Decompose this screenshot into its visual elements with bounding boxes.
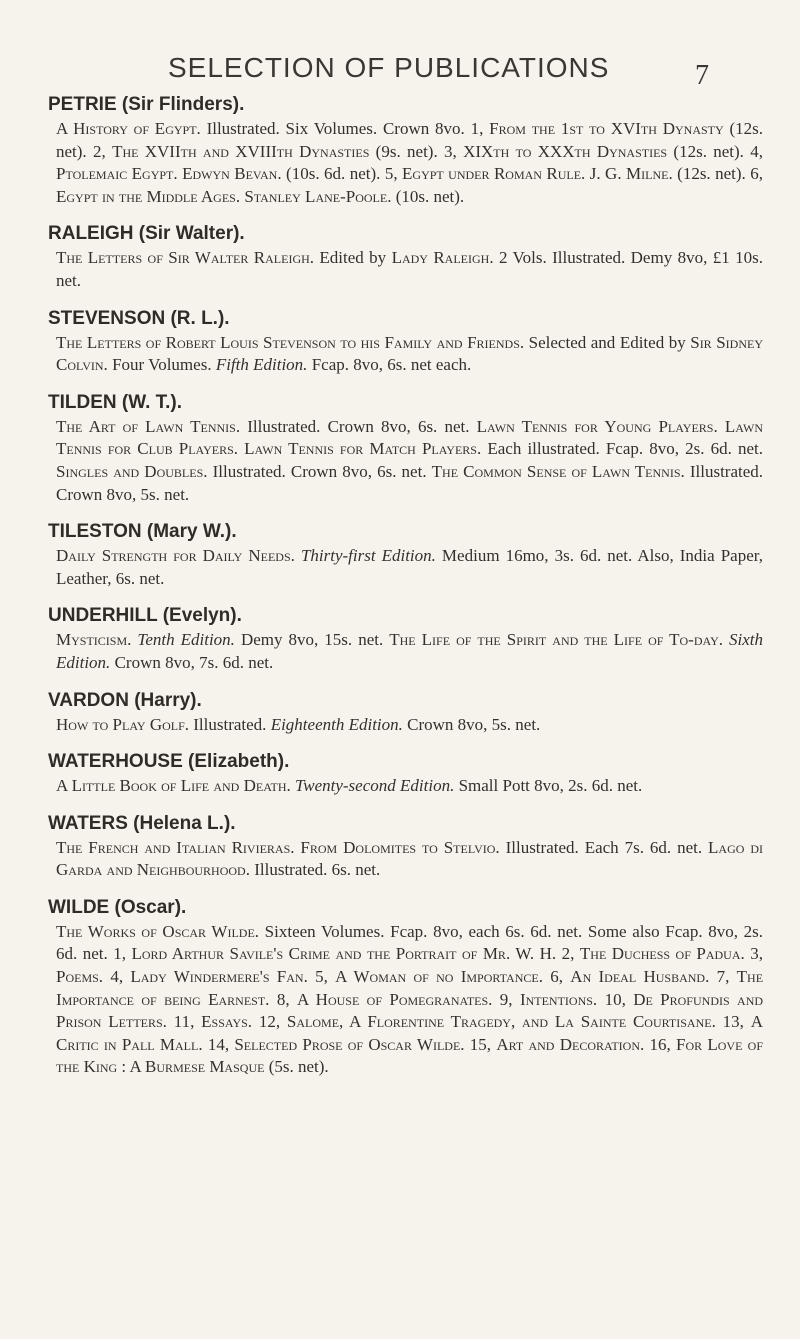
- author-heading: RALEIGH (Sir Walter).: [48, 223, 245, 245]
- text-run: 4,: [103, 967, 131, 987]
- volume-title: Ptolemaic Egypt. Edwyn Bevan.: [56, 164, 282, 184]
- author-heading: VARDON (Harry).: [48, 689, 202, 711]
- book-title: A History of Egypt.: [56, 119, 201, 138]
- volume-title: A Critic in Pall Mall.: [56, 1012, 763, 1054]
- text-run: Illustrated. Crown 8vo, 6s. net.: [240, 416, 477, 436]
- author-heading: TILESTON (Mary W.).: [48, 521, 237, 543]
- entry-description: [56, 629, 763, 674]
- entry-description: [56, 775, 763, 798]
- volume-title: Egypt under Roman Rule. J. G. Milne.: [402, 164, 673, 184]
- volume-title: A House of Pomegranates.: [296, 989, 493, 1009]
- book-title: The Letters of Sir Walter Raleigh.: [56, 248, 315, 268]
- volume-title: The Duchess of Padua.: [579, 944, 745, 964]
- edition-note: Tenth Edition.: [137, 630, 235, 650]
- entry-description: [56, 416, 763, 506]
- text-run: (9s. net). 3,: [369, 141, 464, 161]
- text-run: Demy 8vo, 15s. net.: [234, 630, 390, 650]
- text-run: Crown 8vo, 7s. 6d. net.: [110, 652, 274, 672]
- text-run: Fcap. 8vo, 6s. net each.: [307, 355, 472, 375]
- header-title: SELECTION OF PUBLICATIONS: [168, 52, 610, 83]
- text-run: (10s. 6d. net). 5,: [281, 164, 403, 184]
- volume-title: Poems.: [56, 967, 104, 987]
- entry-stevenson: [48, 306, 763, 377]
- book-title: The Works of Oscar Wilde.: [56, 921, 260, 941]
- book-title: The Life of the Spirit and the Life of To-day.: [389, 630, 723, 650]
- book-title: The Art of Lawn Tennis.: [56, 416, 241, 436]
- entry-vardon: [48, 688, 763, 737]
- text-run: Illustrated. Crown 8vo, 6s. net.: [207, 461, 432, 481]
- author-heading: WATERS (Helena L.).: [48, 812, 236, 834]
- entry-description: [56, 921, 763, 1079]
- text-run: 9,: [492, 989, 520, 1009]
- volume-title: The XVIIth and XVIIIth Dynasties: [112, 141, 370, 161]
- text-run: Each illustrated. Fcap. 8vo, 2s. 6d. net.: [481, 439, 763, 459]
- text-run: 6,: [542, 967, 571, 987]
- text-run: Crown 8vo, 5s. net.: [402, 714, 541, 734]
- volume-title: Lady Windermere's Fan.: [130, 967, 308, 987]
- text-run: Selected and Edited by: [524, 332, 691, 352]
- edition-note: Eighteenth Edition.: [270, 714, 403, 734]
- entry-tilden: [48, 390, 763, 506]
- volume-title: De Profundis and Prison Letters.: [56, 989, 764, 1032]
- text-run: Sixteen Volumes. Fcap. 8vo, each 6s. 6d. net. Some also Fcap. 8vo, 2s. 6d. net. 1,: [56, 921, 764, 964]
- text-run: 7,: [709, 967, 737, 987]
- edition-note: Twenty-second Edition.: [295, 776, 455, 796]
- running-header: [0, 52, 800, 92]
- volume-title: Selected Prose of Oscar Wilde.: [234, 1034, 465, 1054]
- book-title: Mysticism.: [56, 630, 132, 650]
- text-run: 8,: [269, 989, 297, 1009]
- book-title: The Common Sense of Lawn Tennis.: [431, 461, 685, 481]
- edition-note: Sixth Edition.: [56, 630, 764, 672]
- entry-tileston: [48, 519, 763, 590]
- text-run: 3,: [744, 944, 764, 964]
- entry-description: [56, 118, 763, 208]
- entry-description: [56, 545, 763, 590]
- text-run: Edited by: [314, 248, 392, 268]
- text-run: 13,: [715, 1012, 751, 1032]
- author-heading: WILDE (Oscar).: [48, 896, 187, 918]
- text-run: 16,: [644, 1034, 676, 1054]
- volume-title: A Woman of no Importance.: [335, 967, 543, 987]
- entry-waterhouse: [48, 749, 763, 798]
- text-run: Four Volumes.: [107, 355, 216, 375]
- publication-list: [48, 92, 763, 1092]
- text-run: Medium 16mo, 3s. 6d. net. Also, India Paper, Leather, 6s. net.: [56, 546, 763, 588]
- book-title: A Little Book of Life and Death.: [56, 776, 291, 796]
- book-title: Daily Strength for Daily Needs.: [56, 546, 295, 566]
- text-run: 2,: [556, 944, 580, 964]
- text-run: 15,: [464, 1034, 497, 1054]
- book-title: Lawn Tennis for Young Players. Lawn Tennis for Club Players. Lawn Tennis for Match Players.: [56, 416, 763, 459]
- volume-title: Essays.: [201, 1012, 253, 1032]
- text-run: 2 Vols. Illustrated. Demy 8vo, £1 10s. net.: [56, 248, 763, 290]
- text-run: 11,: [166, 1012, 202, 1032]
- page-number: 7: [695, 60, 709, 91]
- edition-note: Thirty-first Edition.: [300, 546, 436, 566]
- text-run: Illustrated. 6s. net.: [249, 860, 381, 880]
- editor-name: Lady Raleigh.: [391, 248, 494, 268]
- author-heading: WATERHOUSE (Elizabeth).: [48, 751, 290, 773]
- entry-description: [56, 247, 763, 292]
- book-title: Singles and Doubles.: [56, 461, 208, 481]
- text-run: (12s. net). 2,: [56, 119, 763, 161]
- text-run: (12s. net). 6,: [672, 164, 763, 184]
- author-heading: STEVENSON (R. L.).: [48, 307, 230, 329]
- text-run: Illustrated. Six Volumes. Crown 8vo. 1,: [200, 119, 490, 138]
- volume-title: Egypt in the Middle Ages. Stanley Lane-Poole.: [56, 186, 392, 206]
- edition-note: Fifth Edition.: [215, 355, 308, 375]
- book-title: The French and Italian Rivieras. From Dolomites to Stelvio.: [56, 837, 500, 857]
- volume-title: Salome, A Florentine Tragedy, and La Sainte Courtisane.: [286, 1012, 716, 1032]
- entry-waters: [48, 811, 763, 882]
- text-run: Illustrated. Crown 8vo, 5s. net.: [56, 461, 764, 504]
- text-run: (5s. net).: [264, 1057, 329, 1077]
- text-run: Small Pott 8vo, 2s. 6d. net.: [454, 776, 643, 796]
- entry-description: [56, 714, 763, 737]
- editor-name: Sir Sidney Colvin.: [56, 332, 763, 375]
- text-run: 10,: [597, 989, 634, 1009]
- book-title: Lago di Garda and Neighbourhood.: [56, 837, 764, 880]
- entry-petrie: [48, 92, 763, 208]
- volume-title: For Love of the King : A Burmese Masque: [56, 1034, 764, 1077]
- text-run: (12s. net). 4,: [667, 141, 763, 161]
- text-run: Illustrated.: [189, 714, 271, 734]
- entry-description: [56, 332, 763, 377]
- volume-title: Art and Decoration.: [496, 1034, 645, 1054]
- volume-title: The Importance of being Earnest.: [56, 967, 764, 1009]
- volume-title: An Ideal Husband.: [570, 967, 710, 987]
- entry-description: [56, 837, 763, 882]
- book-title: How to Play Golf.: [56, 714, 190, 734]
- text-run: 5,: [307, 967, 336, 987]
- entry-underhill: [48, 603, 763, 674]
- book-title: The Letters of Robert Louis Stevenson to his Family and Friends.: [56, 332, 525, 352]
- entry-raleigh: [48, 221, 763, 292]
- volume-title: Intentions.: [519, 989, 598, 1009]
- entry-wilde: [48, 895, 763, 1079]
- author-heading: UNDERHILL (Evelyn).: [48, 605, 242, 627]
- text-run: Illustrated. Each 7s. 6d. net.: [499, 837, 709, 857]
- author-heading: TILDEN (W. T.).: [48, 391, 183, 413]
- text-run: (10s. net).: [391, 186, 465, 206]
- volume-title: XIXth to XXXth Dynasties: [463, 141, 668, 161]
- volume-title: Lord Arthur Savile's Crime and the Portrait of Mr. W. H.: [131, 944, 557, 964]
- volume-title: From the 1st to XVIth Dynasty: [489, 119, 724, 138]
- author-heading: PETRIE (Sir Flinders).: [48, 94, 245, 115]
- text-run: 12,: [252, 1012, 287, 1032]
- text-run: 14,: [202, 1034, 235, 1054]
